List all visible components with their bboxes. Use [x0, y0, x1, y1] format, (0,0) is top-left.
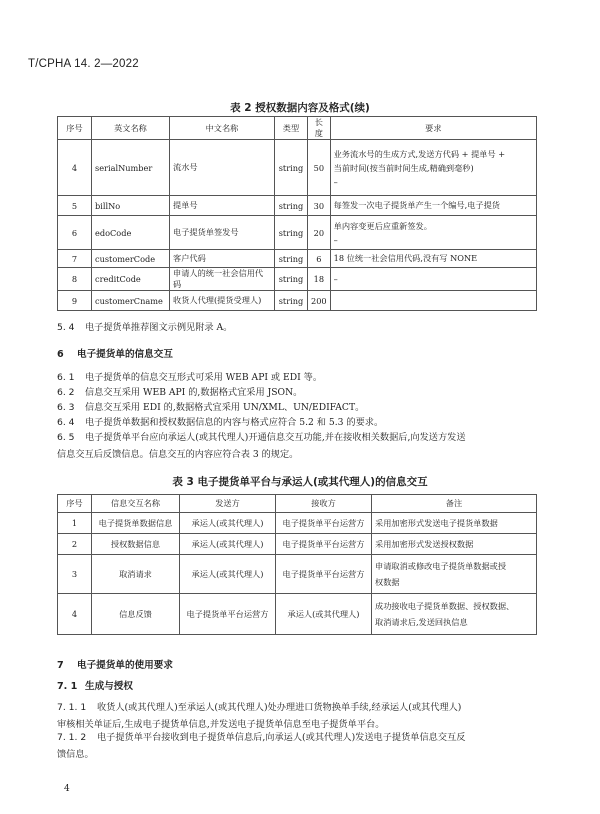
table-row — [58, 534, 537, 555]
clause-text: 电子提货单平台应向承运人(或其代理人)开通信息交互功能,并在接收相关数据后,向发送方发送 — [85, 432, 466, 443]
page-number: 4 — [64, 784, 70, 794]
type-cell: string — [275, 216, 308, 250]
seq-cell: 4 — [58, 140, 92, 196]
note-cell: 采用加密形式发送授权数据 — [372, 534, 537, 555]
en-name-cell: serialNumber — [92, 140, 170, 196]
seq-cell: 1 — [58, 513, 92, 534]
clause-text: 电子提货单平台接收到电子提货单信息后,向承运人(或其代理人)发送电子提货单信息交互反 — [97, 732, 466, 743]
clause-number: 5. 4 — [57, 322, 75, 333]
clause-6-4 — [57, 416, 383, 430]
receiver-cell: 电子提货单平台运营方 — [276, 555, 372, 594]
cn-name-cell: 电子提货单签发号 — [170, 216, 275, 250]
document-code: T/CPHA 14. 2—2022 — [28, 58, 139, 70]
requirement-line: – — [333, 234, 338, 245]
length-cell: 20 — [308, 216, 331, 250]
cn-name-cell: 流水号 — [170, 140, 275, 196]
clause-text: 信息交互采用 WEB API 的,数据格式宜采用 JSON。 — [85, 387, 303, 398]
clause-number: 7. 1. 1 — [57, 702, 87, 713]
length-cell: 50 — [308, 140, 331, 196]
clause-7-1-2-continuation: 馈信息。 — [57, 749, 94, 760]
table2-col-cn: 中文名称 — [170, 117, 275, 140]
note-cell — [372, 555, 537, 594]
seq-cell: 3 — [58, 555, 92, 594]
table2-col-len: 长度 — [308, 117, 331, 140]
requirement-line: 单内容变更后应重新签发。 — [333, 220, 432, 231]
seq-cell: 7 — [58, 250, 92, 268]
table-row — [58, 216, 537, 250]
clause-number: 6. 4 — [57, 417, 75, 428]
section-number: 7. 1 — [57, 681, 78, 692]
table3-col-sender: 发送方 — [180, 495, 276, 513]
clause-5-4 — [57, 321, 232, 335]
type-cell: string — [275, 291, 308, 311]
table3-caption: 表 3 电子提货单平台与承运人(或其代理人)的信息交互 — [172, 476, 428, 488]
seq-cell: 9 — [58, 291, 92, 311]
en-name-cell: customerCode — [92, 250, 170, 268]
section-title: 电子提货单的使用要求 — [77, 660, 173, 671]
exchange-name-cell: 取消请求 — [92, 555, 180, 594]
type-cell: string — [275, 268, 308, 291]
clause-number: 7. 1. 2 — [57, 732, 87, 743]
section-7-1-heading — [57, 678, 133, 692]
clause-number: 6. 2 — [57, 387, 75, 398]
clause-number: 6. 5 — [57, 432, 75, 443]
table2-col-req: 要求 — [330, 117, 536, 140]
en-name-cell: creditCode — [92, 268, 170, 291]
sender-cell: 承运人(或其代理人) — [180, 513, 276, 534]
table-row — [58, 140, 537, 196]
exchange-name-cell: 电子提货单数据信息 — [92, 513, 180, 534]
seq-cell: 8 — [58, 268, 92, 291]
sender-cell: 电子提货单平台运营方 — [180, 594, 276, 635]
table2-col-type: 类型 — [275, 117, 308, 140]
note-line: 成功接收电子提货单数据、授权数据、 — [375, 601, 515, 611]
table2-col-seq: 序号 — [58, 117, 92, 140]
section-title: 生成与授权 — [85, 681, 133, 692]
note-cell — [372, 594, 537, 635]
cn-name-cell: 申请人的统一社会信用代码 — [170, 268, 275, 291]
clause-text: 电子提货单的信息交互形式可采用 WEB API 或 EDI 等。 — [85, 372, 323, 383]
length-cell: 30 — [308, 196, 331, 216]
type-cell: string — [275, 196, 308, 216]
clause-6-2 — [57, 386, 302, 400]
note-cell: 采用加密形式发送电子提货单数据 — [372, 513, 537, 534]
length-cell: 6 — [308, 250, 331, 268]
receiver-cell: 电子提货单平台运营方 — [276, 534, 372, 555]
en-name-cell: billNo — [92, 196, 170, 216]
clause-6-5 — [57, 431, 466, 445]
clause-7-1-1-continuation: 审核相关单证后,生成电子提货单信息,并发送电子提货单信息至电子提货单平台。 — [57, 719, 385, 730]
clause-7-1-2 — [57, 731, 465, 745]
table-row — [58, 291, 537, 311]
clause-text: 电子提货单数据和授权数据信息的内容与格式应符合 5.2 和 5.3 的要求。 — [85, 417, 384, 428]
receiver-cell: 电子提货单平台运营方 — [276, 513, 372, 534]
table3-header-row — [58, 495, 537, 513]
clause-text: 收货人(或其代理人)至承运人(或其代理人)处办理进口货物换单手续,经承运人(或其代理人) — [97, 702, 462, 713]
section-number: 6 — [57, 349, 64, 360]
requirement-cell: 18 位统一社会信用代码,没有写 NONE — [330, 250, 536, 268]
section-title: 电子提货单的信息交互 — [77, 349, 173, 360]
table3-col-name: 信息交互名称 — [92, 495, 180, 513]
table2-header-row — [58, 117, 537, 140]
receiver-cell: 承运人(或其代理人) — [276, 594, 372, 635]
clause-text: 信息交互采用 EDI 的,数据格式宜采用 UN/XML、UN/EDIFACT。 — [85, 402, 365, 413]
type-cell: string — [275, 140, 308, 196]
table-row — [58, 513, 537, 534]
table2 — [57, 116, 537, 311]
sender-cell: 承运人(或其代理人) — [180, 534, 276, 555]
section-6-heading — [57, 346, 173, 360]
length-cell: 200 — [308, 291, 331, 311]
table-row — [58, 196, 537, 216]
en-name-cell: edoCode — [92, 216, 170, 250]
clause-text: 电子提货单推荐图文示例见附录 A。 — [85, 322, 233, 333]
seq-cell: 6 — [58, 216, 92, 250]
seq-cell: 4 — [58, 594, 92, 635]
requirement-line: 当前时间(按当前时间生成,精确到毫秒) — [333, 162, 474, 173]
cn-name-cell: 收货人代理(提货受理人) — [170, 291, 275, 311]
table3-col-receiver: 接收方 — [276, 495, 372, 513]
table2-caption: 表 2 授权数据内容及格式(续) — [230, 102, 370, 114]
requirement-line: – — [333, 176, 338, 187]
clause-7-1-1 — [57, 701, 461, 715]
sender-cell: 承运人(或其代理人) — [180, 555, 276, 594]
length-cell: 18 — [308, 268, 331, 291]
requirement-cell: 每签发一次电子提货单产生一个编号,电子提货 — [330, 196, 536, 216]
requirement-cell — [330, 140, 536, 196]
exchange-name-cell: 授权数据信息 — [92, 534, 180, 555]
requirement-cell — [330, 291, 536, 311]
note-line: 取消请求后,发送回执信息 — [375, 617, 468, 627]
table3-col-seq: 序号 — [58, 495, 92, 513]
table3-col-note: 备注 — [372, 495, 537, 513]
exchange-name-cell: 信息反馈 — [92, 594, 180, 635]
requirement-cell: – — [330, 268, 536, 291]
section-7-heading — [57, 657, 173, 671]
clause-number: 6. 1 — [57, 372, 75, 383]
table-row — [58, 250, 537, 268]
note-line: 权数据 — [375, 577, 400, 587]
table-row — [58, 268, 537, 291]
cn-name-cell: 提单号 — [170, 196, 275, 216]
requirement-line: 业务流水号的生成方式,发送方代码 + 提单号 + — [333, 148, 506, 159]
table3 — [57, 494, 537, 635]
type-cell: string — [275, 250, 308, 268]
en-name-cell: customerCname — [92, 291, 170, 311]
cn-name-cell: 客户代码 — [170, 250, 275, 268]
table2-col-en: 英文名称 — [92, 117, 170, 140]
clause-6-5-continuation: 信息交互后反馈信息。信息交互的内容应符合表 3 的规定。 — [57, 449, 299, 460]
clause-6-1 — [57, 371, 322, 385]
table-row — [58, 555, 537, 594]
clause-6-3 — [57, 401, 364, 415]
seq-cell: 5 — [58, 196, 92, 216]
section-number: 7 — [57, 660, 64, 671]
seq-cell: 2 — [58, 534, 92, 555]
table-row — [58, 594, 537, 635]
note-line: 申请取消或修改电子提货单数据或授 — [375, 561, 507, 571]
clause-number: 6. 3 — [57, 402, 75, 413]
requirement-cell — [330, 216, 536, 250]
